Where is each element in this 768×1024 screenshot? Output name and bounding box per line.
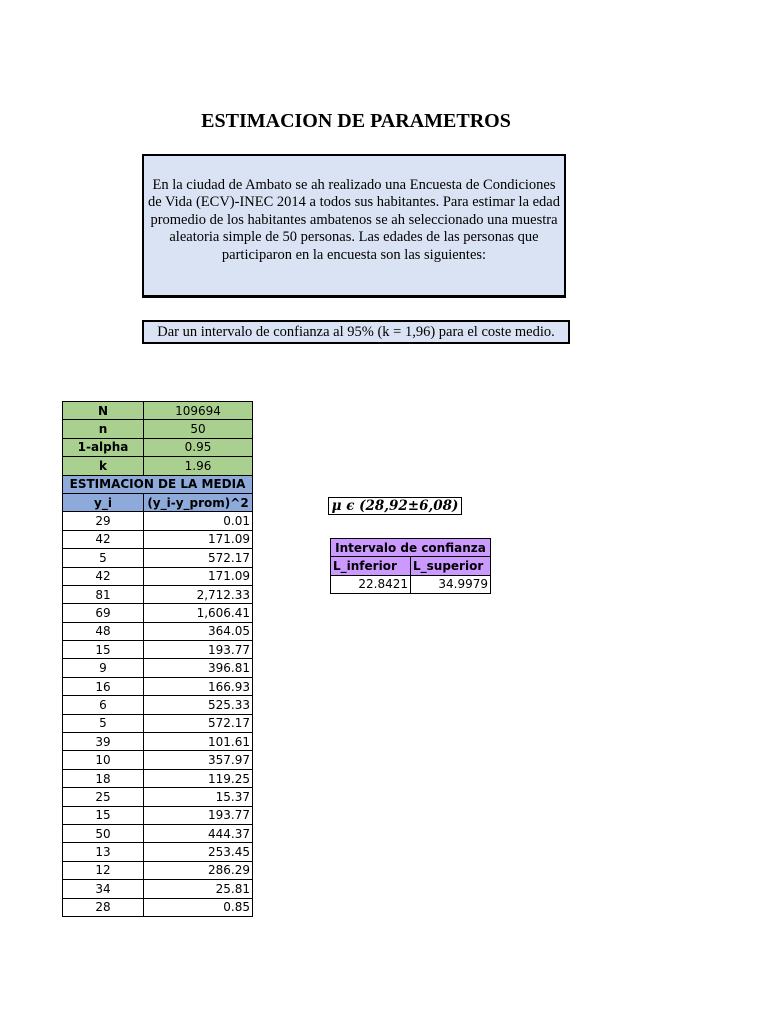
- interval-header: Intervalo de confianza: [331, 539, 491, 557]
- task-statement: Dar un intervalo de confianza al 95% (k = 1,96) para el coste medio.: [142, 320, 570, 344]
- data-table: [62, 401, 253, 917]
- squared-deviation-cell[interactable]: 166.93: [144, 677, 253, 695]
- param-label[interactable]: n: [63, 420, 144, 438]
- table-row: [63, 530, 253, 548]
- age-cell[interactable]: 18: [63, 769, 144, 787]
- table-row: [63, 751, 253, 769]
- squared-deviation-cell[interactable]: 444.37: [144, 824, 253, 842]
- age-cell[interactable]: 10: [63, 751, 144, 769]
- table-row: [63, 880, 253, 898]
- age-cell[interactable]: 5: [63, 549, 144, 567]
- column-header[interactable]: y_i: [63, 493, 144, 511]
- param-value[interactable]: 1.96: [144, 457, 253, 475]
- squared-deviation-cell[interactable]: 0.01: [144, 512, 253, 530]
- table-row: [63, 861, 253, 879]
- table-row: [63, 512, 253, 530]
- table-row: [63, 843, 253, 861]
- table-row: [63, 769, 253, 787]
- page-title: ESTIMACION DE PARAMETROS: [201, 110, 511, 132]
- squared-deviation-cell[interactable]: 357.97: [144, 751, 253, 769]
- squared-deviation-cell[interactable]: 101.61: [144, 733, 253, 751]
- squared-deviation-cell[interactable]: 25.81: [144, 880, 253, 898]
- age-cell[interactable]: 28: [63, 898, 144, 916]
- param-value[interactable]: 50: [144, 420, 253, 438]
- squared-deviation-cell[interactable]: 525.33: [144, 696, 253, 714]
- squared-deviation-cell[interactable]: 193.77: [144, 641, 253, 659]
- param-row: [63, 420, 253, 438]
- squared-deviation-cell[interactable]: 1,606.41: [144, 604, 253, 622]
- column-header[interactable]: (y_i-y_prom)^2: [144, 493, 253, 511]
- param-row: [63, 402, 253, 420]
- table-row: [63, 696, 253, 714]
- problem-statement-text: En la ciudad de Ambato se ah realizado una Encuesta de Condiciones de Vida (ECV)-INEC 2014 a todos sus habitantes. Para estimar la edad promedio de los habitantes ambatenos se ah seleccionado una muestra aleatoria simple de 50 personas. Las edades de las personas que participaron en la encuesta son las siguientes:: [147, 176, 560, 263]
- table-row: [63, 714, 253, 732]
- squared-deviation-cell[interactable]: 253.45: [144, 843, 253, 861]
- confidence-interval-formula: μ ϵ (28,92±6,08): [328, 497, 462, 515]
- squared-deviation-cell[interactable]: 171.09: [144, 530, 253, 548]
- age-cell[interactable]: 6: [63, 696, 144, 714]
- squared-deviation-cell[interactable]: 396.81: [144, 659, 253, 677]
- section-header-row: [63, 475, 253, 493]
- section-header[interactable]: ESTIMACION DE LA MEDIA: [63, 475, 253, 493]
- lower-limit-value: 22.8421: [331, 575, 411, 593]
- squared-deviation-cell[interactable]: 193.77: [144, 806, 253, 824]
- squared-deviation-cell[interactable]: 286.29: [144, 861, 253, 879]
- age-cell[interactable]: 13: [63, 843, 144, 861]
- param-label[interactable]: 1-alpha: [63, 438, 144, 456]
- age-cell[interactable]: 69: [63, 604, 144, 622]
- squared-deviation-cell[interactable]: 15.37: [144, 788, 253, 806]
- upper-limit-value: 34.9979: [411, 575, 491, 593]
- table-row: [63, 898, 253, 916]
- age-cell[interactable]: 25: [63, 788, 144, 806]
- squared-deviation-cell[interactable]: 2,712.33: [144, 585, 253, 603]
- age-cell[interactable]: 34: [63, 880, 144, 898]
- squared-deviation-cell[interactable]: 572.17: [144, 549, 253, 567]
- table-row: [63, 622, 253, 640]
- interval-table: [330, 538, 491, 594]
- upper-limit-label: L_superior: [411, 557, 491, 575]
- column-header-row: [63, 493, 253, 511]
- table-row: [63, 585, 253, 603]
- table-row: [63, 824, 253, 842]
- age-cell[interactable]: 15: [63, 641, 144, 659]
- param-value[interactable]: 109694: [144, 402, 253, 420]
- table-row: [63, 549, 253, 567]
- age-cell[interactable]: 81: [63, 585, 144, 603]
- age-cell[interactable]: 42: [63, 567, 144, 585]
- table-row: [63, 806, 253, 824]
- age-cell[interactable]: 5: [63, 714, 144, 732]
- age-cell[interactable]: 48: [63, 622, 144, 640]
- age-cell[interactable]: 29: [63, 512, 144, 530]
- table-row: [63, 733, 253, 751]
- table-row: [63, 641, 253, 659]
- age-cell[interactable]: 42: [63, 530, 144, 548]
- param-label[interactable]: N: [63, 402, 144, 420]
- age-cell[interactable]: 39: [63, 733, 144, 751]
- table-row: [63, 604, 253, 622]
- param-value[interactable]: 0.95: [144, 438, 253, 456]
- squared-deviation-cell[interactable]: 0.85: [144, 898, 253, 916]
- table-row: [63, 677, 253, 695]
- squared-deviation-cell[interactable]: 572.17: [144, 714, 253, 732]
- table-row: [63, 567, 253, 585]
- param-row: [63, 457, 253, 475]
- lower-limit-label: L_inferior: [331, 557, 411, 575]
- age-cell[interactable]: 50: [63, 824, 144, 842]
- age-cell[interactable]: 15: [63, 806, 144, 824]
- age-cell[interactable]: 9: [63, 659, 144, 677]
- squared-deviation-cell[interactable]: 364.05: [144, 622, 253, 640]
- table-row: [63, 788, 253, 806]
- table-row: [63, 659, 253, 677]
- squared-deviation-cell[interactable]: 119.25: [144, 769, 253, 787]
- param-row: [63, 438, 253, 456]
- age-cell[interactable]: 16: [63, 677, 144, 695]
- param-label[interactable]: k: [63, 457, 144, 475]
- problem-statement-box: [142, 154, 566, 298]
- squared-deviation-cell[interactable]: 171.09: [144, 567, 253, 585]
- age-cell[interactable]: 12: [63, 861, 144, 879]
